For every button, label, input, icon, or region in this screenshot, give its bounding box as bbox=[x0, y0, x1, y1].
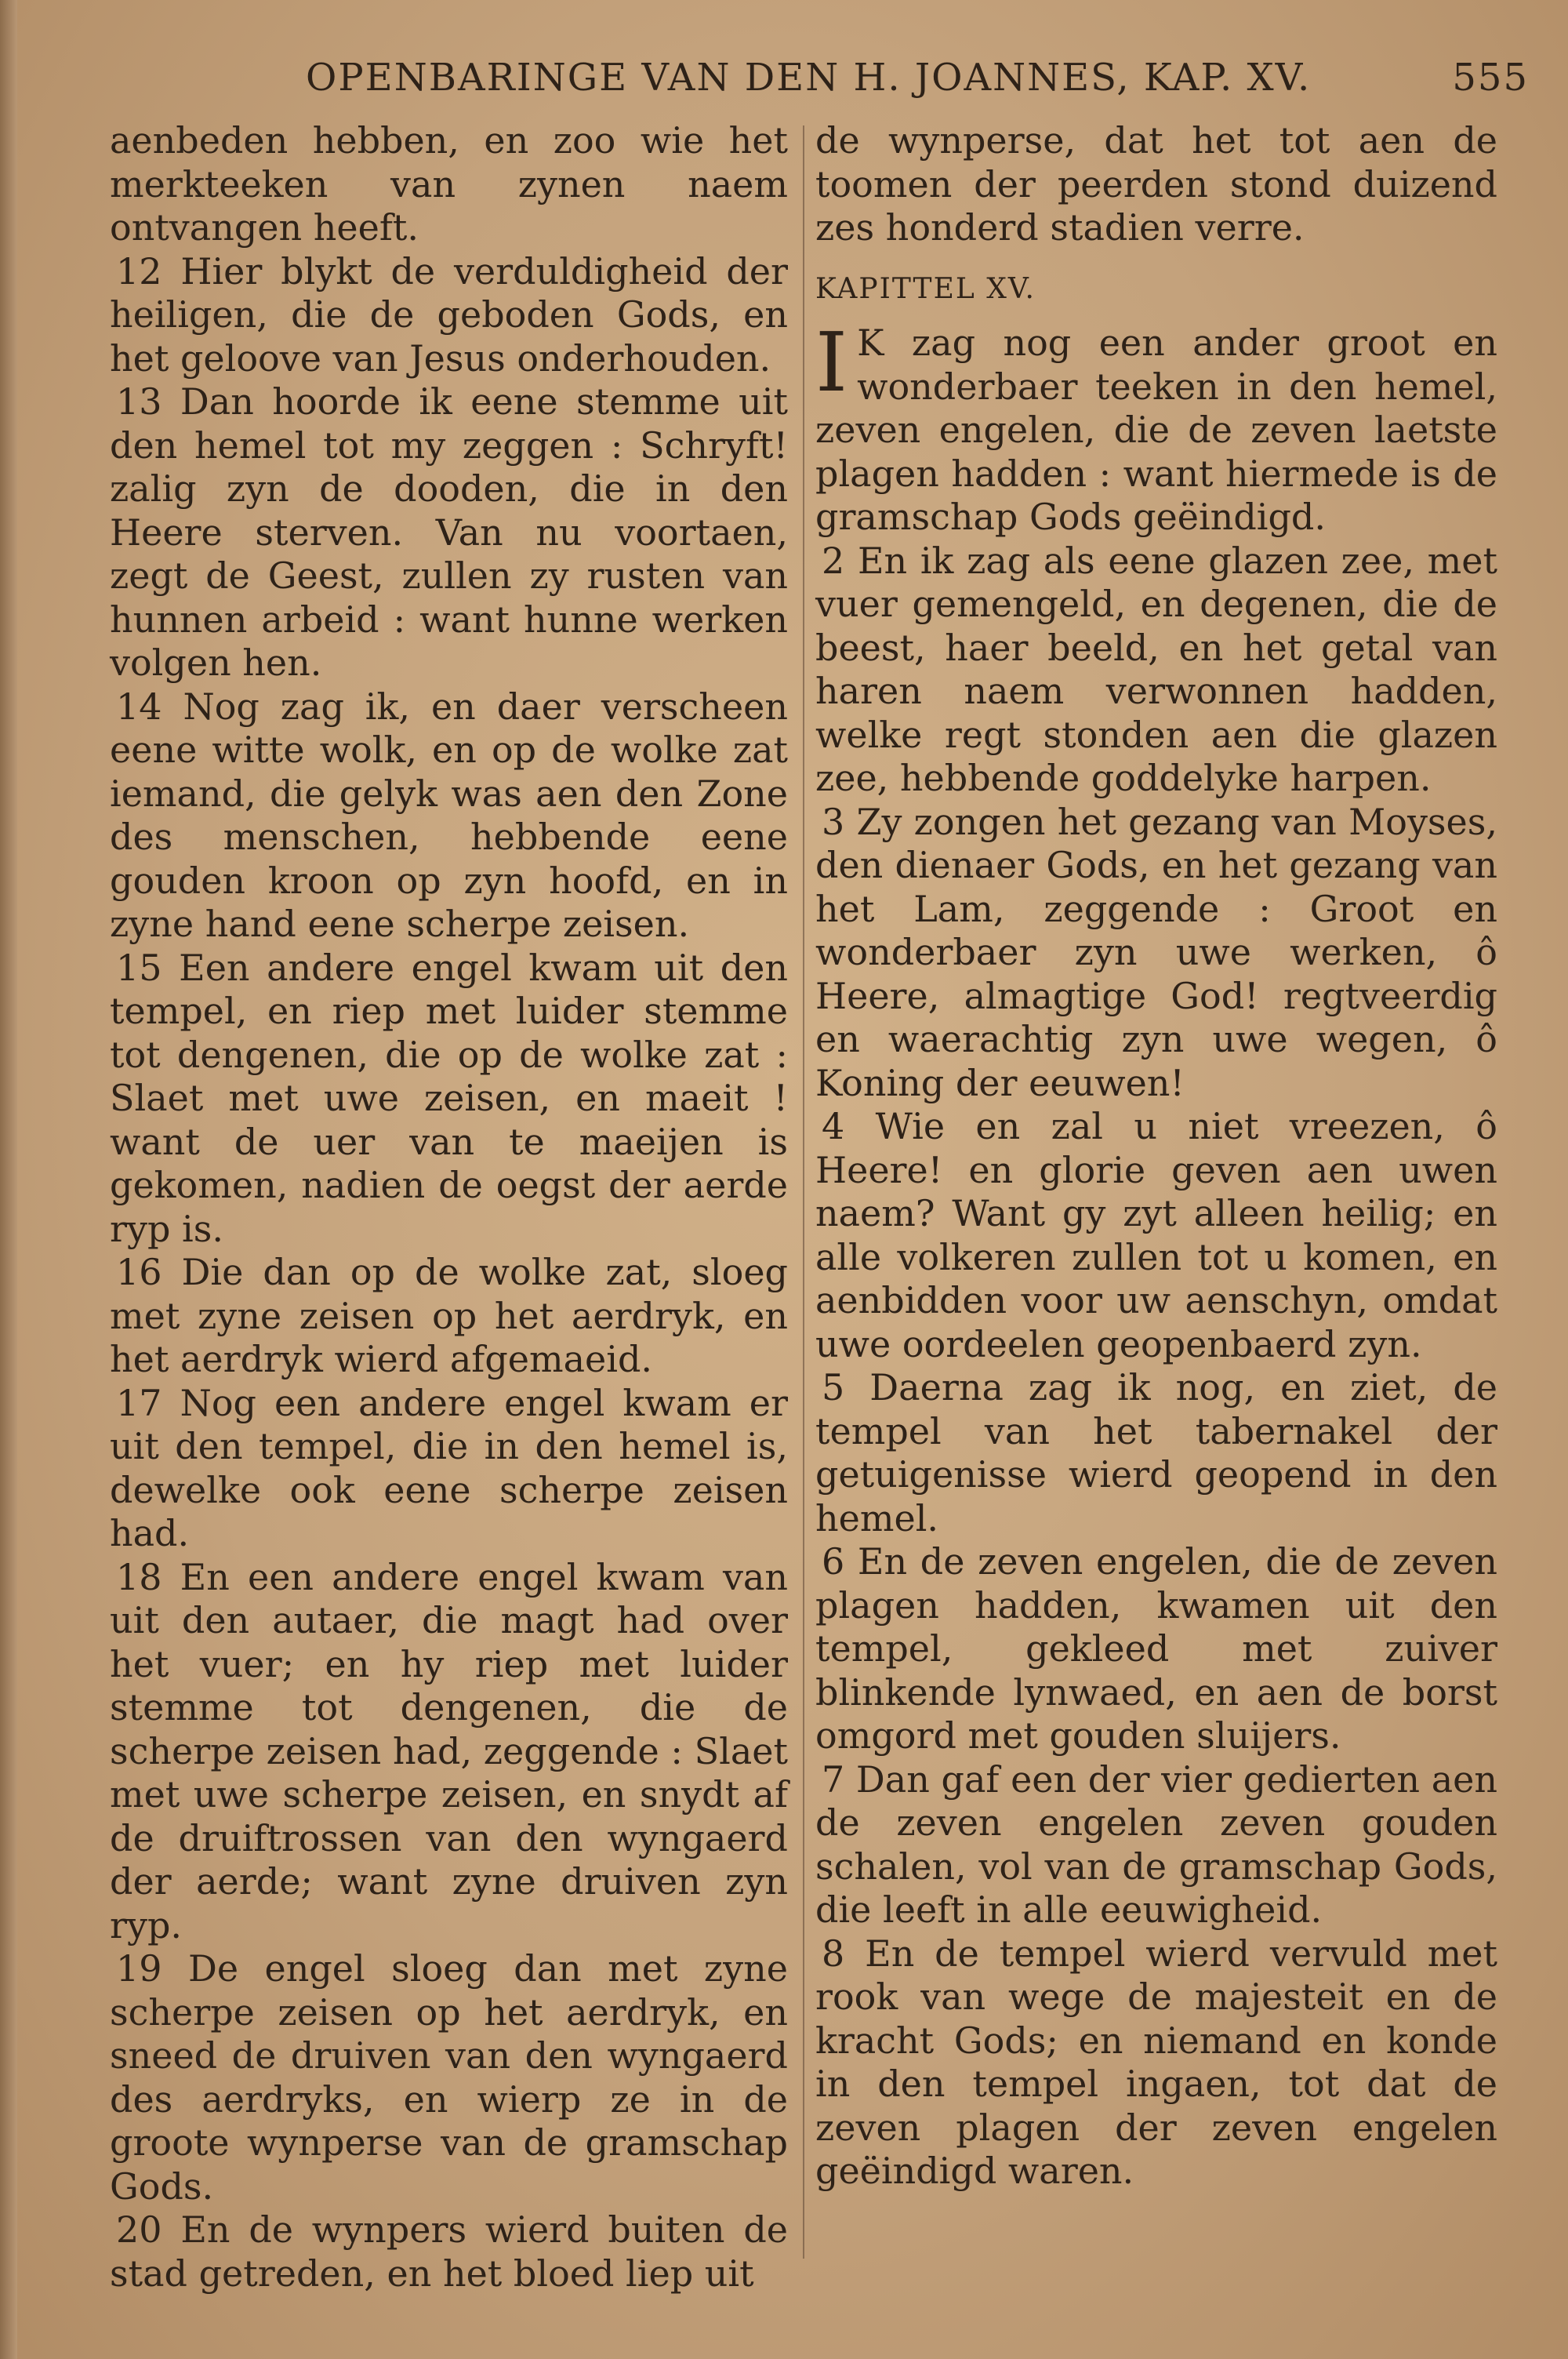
verse-3: 3 Zy zongen het gezang van Moyses, den dienaer Gods, en het gezang van het Lam, zeggende : Groot en wonderbaer zyn uwe werken, ô Heere, almagtige God! regtveerdig en waerachtig zyn uwe wegen, ô Koning der eeuwen! bbox=[815, 800, 1497, 1104]
chapter-heading-text: KAPITTEL XV. bbox=[815, 272, 1036, 305]
verse-7: 7 Dan gaf een der vier gedierten aen de zeven engelen zeven gouden schalen, vol van de gramschap Gods, die leeft in alle eeuwigheid. bbox=[815, 1757, 1497, 1931]
continuation-text: de wynperse, dat het tot aen de toomen der peerden stond duizend zes honderd stadien verre. bbox=[815, 119, 1497, 249]
verse-1-text: K zag nog een ander groot en wonderbaer teeken in den hemel, zeven engelen, die de zeven laetste plagen hadden : want hiermede is de gramschap Gods geëindigd. bbox=[815, 322, 1497, 538]
verse-5: 5 Daerna zag ik nog, en ziet, de tempel van het tabernakel der getuigenisse wierd geopend in den hemel. bbox=[815, 1366, 1497, 1539]
verse-19: 19 De engel sloeg dan met zyne scherpe zeisen op het aerdryk, en sneed de druiven van den wyngaerd des aerdryks, en wierp ze in de groote wynperse van de gramschap Gods. bbox=[110, 1947, 788, 2208]
verse-18: 18 En een andere engel kwam van uit den autaer, die magt had over het vuer; en hy riep met luider stemme tot dengenen, die de scherpe zeisen had, zeggende : Slaet met uwe scherpe zeisen, en snydt af de druiftrossen van den wyngaerd der aerde; want zyne druiven zyn ryp. bbox=[110, 1555, 788, 1946]
chapter-heading bbox=[815, 267, 1497, 311]
verse-8: 8 En de tempel wierd vervuld met rook van wege de majesteit en de kracht Gods; en niemand en konde in den tempel ingaen, tot dat de zeven plagen der zeven engelen geëindigd waren. bbox=[815, 1932, 1497, 2192]
verse-12: 12 Hier blykt de verduldigheid der heiligen, die de geboden Gods, en het geloove van Jesus onderhouden. bbox=[110, 249, 788, 380]
verse-2: 2 En ik zag als eene glazen zee, met vuer gemengeld, en degenen, die de beest, haer beeld, en het getal van haren naem verwonnen hadden, welke regt stonden aen die glazen zee, hebbende goddelyke harpen. bbox=[815, 539, 1497, 799]
verse-17: 17 Nog een andere engel kwam er uit den tempel, die in den hemel is, dewelke ook eene scherpe zeisen had. bbox=[110, 1381, 788, 1554]
verse-13: 13 Dan hoorde ik eene stemme uit den hemel tot my zeggen : Schryft! zalig zyn de dooden, die in den Heere sterven. Van nu voortaen, zegt de Geest, zullen zy rusten van hunnen arbeid : want hunne werken volgen hen. bbox=[110, 380, 788, 684]
verse-14: 14 Nog zag ik, en daer verscheen eene witte wolk, en op de wolke zat iemand, die gelyk was aen den Zone des menschen, hebbende eene gouden kroon op zyn hoofd, en in zyne hand eene scherpe zeisen. bbox=[110, 685, 788, 945]
right-column bbox=[815, 119, 1497, 2268]
left-column bbox=[110, 119, 788, 2295]
verse-16: 16 Die dan op de wolke zat, sloeg met zyne zeisen op het aerdryk, en het aerdryk wierd afgemaeid. bbox=[110, 1251, 788, 1380]
running-title: OPENBARINGE VAN DEN H. JOANNES, KAP. XV. bbox=[306, 56, 1312, 100]
verse-1 bbox=[815, 314, 1497, 540]
page-edge bbox=[0, 0, 17, 2359]
continuation-text: aenbeden hebben, en zoo wie het merkteeken van zynen naem ontvangen heeft. bbox=[110, 119, 788, 249]
verse-4: 4 Wie en zal u niet vreezen, ô Heere! en glorie geven aen uwen naem? Want gy zyt alleen heilig; en alle volkeren zullen tot u komen, en aenbidden voor uw aenschyn, omdat uwe oordeelen geopenbaerd zyn. bbox=[815, 1105, 1497, 1365]
verse-6: 6 En de zeven engelen, die de zeven plagen hadden, kwamen uit den tempel, gekleed met zuiver blinkende lynwaed, en aen de borst omgord met gouden sluijers. bbox=[815, 1540, 1497, 1757]
running-header bbox=[306, 50, 1529, 105]
drop-cap: I bbox=[815, 314, 848, 410]
verse-20: 20 En de wynpers wierd buiten de stad getreden, en het bloed liep uit bbox=[110, 2208, 788, 2295]
page-number: 555 bbox=[1452, 56, 1529, 100]
verse-15: 15 Een andere engel kwam uit den tempel, en riep met luider stemme tot dengenen, die op de wolke zat : Slaet met uwe zeisen, en maeit ! want de uer van te maeijen is gekomen, nadien de oegst der aerde ryp is. bbox=[110, 946, 788, 1250]
column-divider bbox=[803, 125, 804, 2259]
